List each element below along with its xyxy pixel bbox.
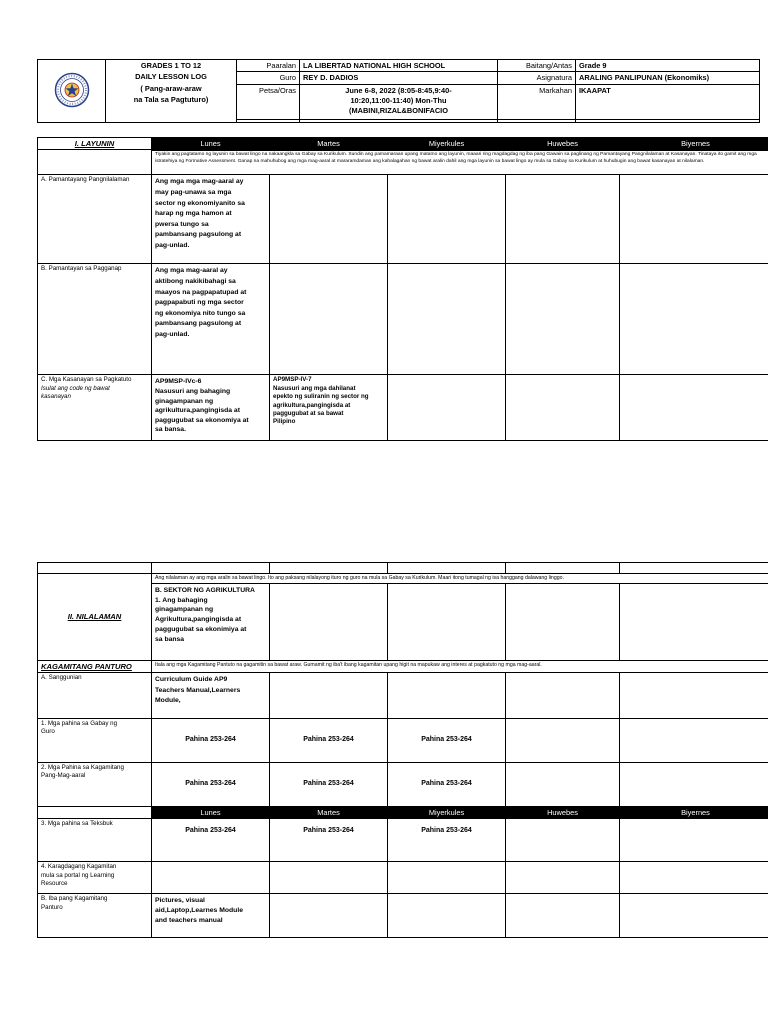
dll-title-line-2: DAILY LESSON LOG	[135, 72, 207, 82]
date-value-line-2: 10:20,11:00-11:40) Mon-Thu	[350, 95, 447, 105]
competencies-note-line-1: Isulat ang code ng bawat	[41, 384, 110, 392]
content-table	[37, 562, 768, 938]
tg-pages-label-line-2: Guro	[41, 728, 55, 736]
other-materials-label-line-1: B. Iba pang Kagamitang	[41, 895, 108, 903]
grade-label: Baitang/Antas	[498, 60, 576, 72]
lm-pages-friday	[620, 763, 768, 807]
competency-monday-line-4: agrikultura,pangingisda at	[155, 407, 240, 415]
content-tuesday	[270, 583, 388, 660]
references-tuesday	[270, 673, 388, 719]
competency-tuesday-line-3: epekto ng suliranin ng sector ng	[273, 393, 369, 401]
competency-monday-line-3: ginagampanan ng	[155, 397, 214, 405]
tg-pages-thursday	[506, 719, 620, 763]
lm-pages-wednesday: Pahina 253-264	[388, 763, 506, 807]
tg-pages-monday: Pahina 253-264	[152, 719, 270, 763]
competency-monday-line-6: sa bansa.	[155, 426, 186, 434]
tg-pages-friday	[620, 719, 768, 763]
lm-pages-label	[38, 763, 152, 807]
subject-value: ARALING PANLIPUNAN (Ekonomiks)	[576, 72, 760, 84]
day-header-wednesday-2: Miyerkules	[388, 807, 506, 819]
lr-portal-wednesday	[388, 862, 506, 894]
materials-section-title: KAGAMITANG PANTURO	[38, 660, 152, 672]
grade-value: Grade 9	[576, 60, 760, 72]
other-materials-monday-line-3: and teachers manual	[155, 916, 223, 924]
content-monday-line-6: sa bansa	[155, 635, 185, 643]
competency-tuesday	[270, 375, 388, 441]
day-header-wednesday: Miyerkules	[388, 138, 506, 150]
objectives-description: Tiyakin ang pagtatamo ng layunin sa bawat lingo na nakaangkla sa Gabay sa Kurikulum. Sundin ang pamamaraan upang matamo ang layunin, maaari ring magdagdag ng iba pang Gawain sa paglinang ng Pamantayang Pangnilalaman at Kasanayan. Tinataya ito gamit ang mga istratehiya ng Formative Assessment. Ganap na mahuhubog ang mga mag-aaral at mararamdaman ang kahalagahan ng bawat aralin dahil ang mga layunin sa bawat lingo ay mula sa Gabay sa Kurikulum at huhubugin ang bawat kasanayan at nilalaman.	[152, 151, 768, 175]
content-standard-line-2: may pag-unawa sa mga	[155, 189, 232, 197]
quarter-label: Markahan	[498, 84, 576, 119]
content-description: Ang nilalaman ay ang mga aralin sa bawat lingo. Ito ang paksang nilalayong ituro ng guro na mula sa Gabay sa Kurikulum. Maari itong tumagal ng isa hanggang dalawang linggo.	[152, 574, 768, 584]
lr-portal-monday	[152, 862, 270, 894]
other-materials-label	[38, 894, 152, 938]
performance-standard-label: B. Pamantayan sa Pagganap	[38, 264, 152, 375]
competency-tuesday-line-5: paggugubat at sa bawat	[273, 409, 344, 417]
content-standard-line-3: sector ng ekonomiyanito sa	[155, 199, 245, 207]
content-monday-line-5: paggugubat sa ekonimiya at	[155, 626, 247, 634]
references-friday	[620, 673, 768, 719]
day-header-friday-2: Biyernes	[620, 807, 768, 819]
other-materials-monday-line-2: aid,Laptop,Learnes Module	[155, 907, 243, 914]
content-friday	[620, 583, 768, 660]
quarter-value: IKAAPAT	[576, 84, 760, 119]
competencies-note-line-2: kasanayan	[41, 392, 71, 400]
competency-thursday	[506, 375, 620, 441]
competency-tuesday-line-2: Nasusuri ang mga dahilanat	[273, 384, 356, 392]
competency-monday-line-2: Nasusuri ang bahaging	[155, 388, 231, 395]
dll-title-line-4: na Tala sa Pagtuturo)	[133, 95, 209, 105]
lr-portal-label-line-1: 4. Karagdagang Kagamitan	[41, 863, 117, 871]
dll-title-line-1: GRADES 1 TO 12	[140, 61, 202, 70]
school-value: LA LIBERTAD NATIONAL HIGH SCHOOL	[300, 60, 498, 72]
content-monday-line-3: ginagampanan ng	[155, 606, 214, 614]
lm-pages-label-line-1: 2. Mga Pahina sa Kagamitang	[41, 764, 124, 772]
textbook-pages-monday: Pahina 253-264	[152, 819, 270, 862]
competency-wednesday	[388, 375, 506, 441]
competency-tuesday-line-6: Pilipino	[273, 418, 296, 426]
performance-standard-line-1: Ang mga mag-aaral ay	[155, 267, 228, 275]
date-value	[300, 84, 498, 119]
performance-standard-line-4: pagpapabuti ng mga sector	[155, 299, 244, 307]
content-monday-line-2: 1. Ang bahaging	[155, 596, 208, 604]
references-thursday	[506, 673, 620, 719]
content-standard-line-7: pag-unlad.	[155, 241, 190, 249]
content-thursday	[506, 583, 620, 660]
competency-tuesday-code: AP9MSP-IV-7	[273, 376, 312, 384]
textbook-pages-thursday	[506, 819, 620, 862]
school-label: Paaralan	[237, 60, 300, 72]
references-monday-line-1: Curriculum Guide AP9	[155, 676, 228, 684]
day-header-thursday-2: Huwebes	[506, 807, 620, 819]
content-standard-friday	[620, 175, 768, 264]
competency-monday-code: AP9MSP-IVc-6	[155, 378, 202, 386]
competencies-label: C. Mga Kasanayan sa Pagkatuto	[41, 376, 132, 384]
content-standard-line-5: pwersa tungo sa	[155, 220, 209, 228]
content-standard-monday	[152, 175, 270, 264]
objectives-section-title: I. LAYUNIN	[38, 138, 152, 150]
date-value-line-3: (MABINI,RIZAL&BONIFACIO	[349, 106, 448, 116]
references-monday-line-2: Teachers Manual,Learners	[155, 686, 241, 694]
date-value-line-1: June 6-8, 2022 (8:05-8:45,9:40-	[345, 85, 452, 95]
dll-title-cell	[106, 60, 237, 123]
content-standard-tuesday	[270, 175, 388, 264]
competencies-label-cell	[38, 375, 152, 441]
lm-pages-tuesday: Pahina 253-264	[270, 763, 388, 807]
lm-pages-monday: Pahina 253-264	[152, 763, 270, 807]
competency-monday	[152, 375, 270, 441]
lr-portal-friday	[620, 862, 768, 894]
day-header-monday: Lunes	[152, 138, 270, 150]
content-standard-thursday	[506, 175, 620, 264]
content-standard-label: A. Pamantayang Pangnilalaman	[38, 175, 152, 264]
performance-standard-tuesday	[270, 264, 388, 375]
content-monday-heading: B. SEKTOR NG AGRIKULTURA	[155, 586, 255, 594]
tg-pages-label-line-1: 1. Mga pahina sa Gabay ng	[41, 720, 118, 728]
day-header-tuesday: Martes	[270, 138, 388, 150]
references-monday	[152, 673, 270, 719]
dll-title-line-3: ( Pang-araw-araw	[140, 83, 202, 93]
day-header-monday-2: Lunes	[152, 807, 270, 819]
materials-description: Itala ang mga Kagamitang Pantuto na gagamitin sa bawat araw. Gumamit ng iba't ibang kagamitan upang higit na mapukaw ang interes at pagkatuto ng mga mag-aaral.	[152, 660, 768, 672]
lr-portal-label-line-2: mula sa portal ng Learning	[41, 871, 115, 879]
content-wednesday	[388, 583, 506, 660]
date-label: Petsa/Oras	[237, 84, 300, 119]
competency-tuesday-line-4: agrikultura,pangingisda at	[273, 401, 351, 409]
content-standard-line-6: pambansang pagsulong at	[155, 231, 242, 239]
performance-standard-wednesday	[388, 264, 506, 375]
other-materials-tuesday	[270, 894, 388, 938]
content-standard-line-1: Ang mga mga mag-aaral ay	[155, 178, 244, 186]
lm-pages-thursday	[506, 763, 620, 807]
other-materials-monday	[152, 894, 270, 938]
performance-standard-friday	[620, 264, 768, 375]
textbook-pages-wednesday: Pahina 253-264	[388, 819, 506, 862]
content-standard-line-4: harap ng mga hamon at	[155, 210, 232, 218]
header-table	[37, 59, 760, 123]
tg-pages-label	[38, 719, 152, 763]
tg-pages-wednesday: Pahina 253-264	[388, 719, 506, 763]
performance-standard-line-2: aktibong nakikibahagi sa	[155, 278, 236, 286]
performance-standard-line-3: maayos na pagpapatupad at	[155, 288, 247, 296]
references-monday-line-3: Module,	[155, 697, 181, 705]
lr-portal-label-line-3: Resource	[41, 879, 68, 887]
other-materials-monday-line-1: Pictures, visual	[155, 897, 205, 905]
content-standard-wednesday	[388, 175, 506, 264]
day-header-thursday: Huwebes	[506, 138, 620, 150]
performance-standard-thursday	[506, 264, 620, 375]
references-label: A. Sanggunian	[38, 673, 152, 719]
teacher-label: Guro	[237, 72, 300, 84]
competency-friday	[620, 375, 768, 441]
references-wednesday	[388, 673, 506, 719]
objectives-table	[37, 137, 768, 441]
content-section-title: II. NILALAMAN	[38, 574, 152, 661]
lr-portal-label	[38, 862, 152, 894]
textbook-pages-tuesday: Pahina 253-264	[270, 819, 388, 862]
content-monday	[152, 583, 270, 660]
textbook-pages-friday	[620, 819, 768, 862]
performance-standard-monday	[152, 264, 270, 375]
subject-label: Asignatura	[498, 72, 576, 84]
deped-seal-cell	[38, 60, 106, 123]
lm-pages-label-line-2: Pang-Mag-aaral	[41, 772, 86, 780]
tg-pages-tuesday: Pahina 253-264	[270, 719, 388, 763]
competency-monday-line-5: paggugubat sa ekonomiya at	[155, 416, 249, 424]
lr-portal-thursday	[506, 862, 620, 894]
day-header-tuesday-2: Martes	[270, 807, 388, 819]
other-materials-wednesday	[388, 894, 506, 938]
content-monday-line-4: Agrikultura,pangingisda at	[155, 616, 242, 624]
day-header-friday: Biyernes	[620, 138, 768, 150]
other-materials-thursday	[506, 894, 620, 938]
performance-standard-line-5: ng ekonomiya nito tungo sa	[155, 309, 246, 317]
lr-portal-tuesday	[270, 862, 388, 894]
performance-standard-line-7: pag-unlad.	[155, 330, 190, 338]
performance-standard-line-6: pambansang pagsulong at	[155, 320, 242, 328]
other-materials-friday	[620, 894, 768, 938]
teacher-value: REY D. DADIOS	[300, 72, 498, 84]
textbook-pages-label: 3. Mga pahina sa Teksbuk	[38, 819, 152, 862]
other-materials-label-line-2: Panturo	[41, 903, 63, 911]
deped-seal-logo	[54, 72, 90, 108]
